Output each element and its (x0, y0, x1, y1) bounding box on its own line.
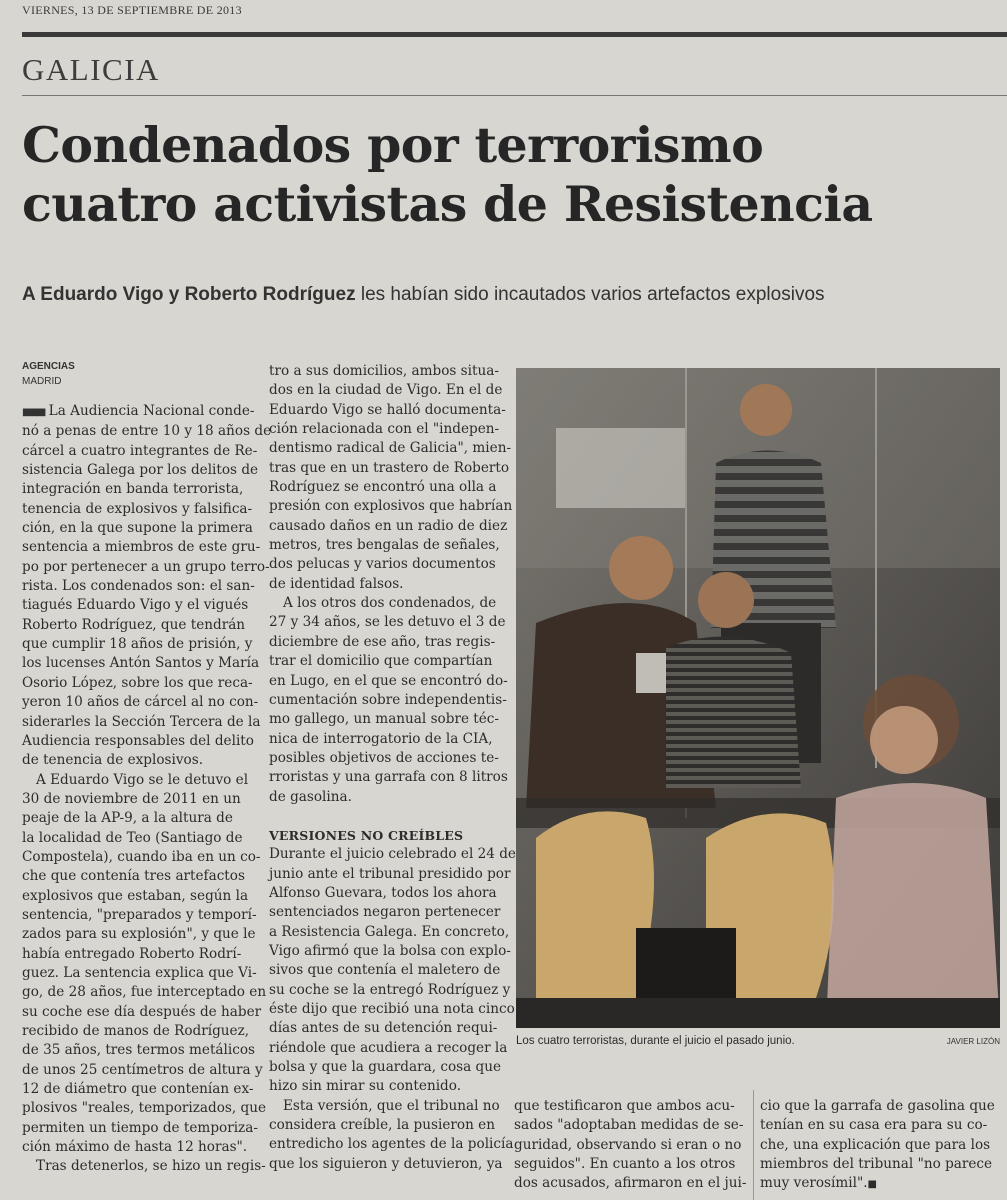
text-line-content: Esta versión, que el tribunal no (283, 1097, 500, 1114)
text-line (22, 1138, 254, 1157)
text-line-content: su coche ese día después de haber (22, 1003, 262, 1020)
text-line-content: po por pertenecer a un grupo terro- (22, 558, 270, 575)
text-line-content: nó a penas de entre 10 y 18 años de (22, 423, 272, 440)
text-line (760, 1136, 1000, 1155)
text-line-content: siderarles la Sección Tercera de la (22, 713, 261, 730)
text-line (22, 693, 259, 712)
text-line-content: dos en la ciudad de Vigo. En el de (269, 382, 503, 399)
text-line-content: Osorio López, sobre los que reca- (22, 674, 253, 691)
text-line (22, 1022, 254, 1041)
text-line-content: 27 y 34 años, se les detuvo el 3 de (269, 614, 506, 631)
text-line (269, 1058, 501, 1077)
text-line-content: Eduardo Vigo se halló documenta- (269, 401, 506, 418)
text-line-content: hizo sin mirar su contenido. (269, 1078, 462, 1095)
article-subtitle: VERSIONES NO CREÍBLES (269, 827, 464, 843)
text-line (22, 1099, 267, 1118)
text-line (22, 500, 254, 519)
text-line-content: 12 de diámetro que contenían ex- (22, 1081, 254, 1098)
text-line-content: integración en banda terrorista, (22, 481, 244, 498)
text-line-content: explosivos que estaban, según la (22, 887, 249, 904)
text-line-content: La Audiencia Nacional conde- (44, 403, 255, 419)
text-line (22, 790, 254, 809)
text-line-content: 30 de noviembre de 2011 en un (22, 790, 241, 807)
subheadline-bold: A Eduardo Vigo y Roberto Rodríguez (22, 284, 356, 305)
text-line-content: Compostela), cuando iba en un co- (22, 848, 261, 865)
text-line (760, 1155, 1000, 1174)
text-line-content: Audiencia responsables del delito (22, 732, 254, 749)
text-line-content: dos pelucas y varios documentos (269, 556, 496, 573)
text-line-content: ción relacionada con el "indepen- (269, 421, 500, 438)
text-line (22, 925, 254, 944)
text-line-content: tenencia de explosivos y falsifica- (22, 500, 253, 517)
text-line (269, 478, 501, 497)
text-line-content: sentencia a miembros de este gru- (22, 539, 261, 556)
text-line (269, 942, 511, 961)
text-line-content: días antes de su detención requi- (269, 1020, 498, 1037)
text-line-content: miembros del tribunal "no parece (760, 1156, 993, 1173)
text-line-content: dos acusados, afirmaron en el jui- (514, 1175, 747, 1192)
text-line (269, 1039, 508, 1058)
text-line (269, 1019, 501, 1038)
text-line (269, 1077, 501, 1096)
text-line-content: yeron 10 años de cárcel al no con- (22, 694, 259, 711)
byline-place: MADRID (22, 375, 62, 387)
text-line (22, 596, 254, 615)
article-column-4 (760, 1097, 1000, 1195)
text-line-content: che que contenía tres artefactos (22, 868, 245, 885)
section-rule (22, 95, 1007, 96)
text-line-content: rista. Los condenados son: el san- (22, 578, 255, 595)
text-line (22, 751, 254, 770)
column-divider (753, 1090, 754, 1200)
text-line (22, 732, 254, 751)
text-line-content: mo gallego, un manual sobre téc- (269, 711, 500, 728)
text-line-content: muy verosímil". (760, 1175, 868, 1192)
text-line (269, 613, 506, 632)
text-line (514, 1136, 746, 1155)
text-line-content: entredicho los agentes de la policía (269, 1136, 514, 1153)
text-line (22, 945, 254, 964)
text-line-content: la localidad de Teo (Santiago de (22, 829, 243, 846)
top-rule (22, 32, 1007, 37)
text-line (22, 461, 259, 480)
text-line-content: su coche se la entregó Rodríguez y (269, 981, 511, 998)
text-line-content: riéndole que acudiera a recoger la (269, 1039, 508, 1056)
text-line (22, 964, 257, 983)
article-column-1 (22, 402, 272, 1177)
text-line-content: que los siguieron y detuvieron, ya (269, 1155, 503, 1172)
text-line (22, 1003, 262, 1022)
text-line (22, 654, 260, 673)
text-line-content: que cumplir 18 años de prisión, y (22, 636, 253, 653)
text-line-content: permiten un tiempo de temporiza- (22, 1119, 258, 1136)
end-marker: ■ (867, 1179, 877, 1191)
photo-credit: JAVIER LIZÓN (946, 1037, 1000, 1046)
text-line-content: Roberto Rodríguez, que tendrán (22, 616, 246, 633)
text-line (269, 923, 510, 942)
text-line (269, 459, 510, 478)
text-line (22, 1061, 263, 1080)
text-line (22, 480, 254, 499)
spacer (269, 807, 501, 826)
subheadline (22, 284, 1007, 306)
text-line-content: che, una explicación que para los (760, 1136, 991, 1153)
text-line-content: metros, tres bengalas de señales, (269, 537, 500, 554)
dateline: VIERNES, 13 DE SEPTIEMBRE DE 2013 (22, 3, 242, 17)
text-line-content: seguidos". En cuanto a los otros (514, 1156, 736, 1173)
text-line-content: bolsa y que la guardara, cosa que (269, 1059, 502, 1076)
text-line-content: de gasolina. (269, 788, 352, 805)
text-line-content: nica de interrogatorio de la CIA, (269, 730, 493, 747)
text-line-content: causado daños en un radio de diez (269, 517, 508, 534)
photo-illustration (516, 368, 1000, 1028)
text-line-content: rroristas y una garrafa con 8 litros (269, 769, 508, 786)
text-line (760, 1174, 1000, 1194)
text-line (269, 865, 511, 884)
text-line-content: sados "adoptaban medidas de se- (514, 1117, 744, 1134)
text-line-content: sistencia Galega por los delitos de (22, 462, 259, 479)
text-line (514, 1097, 746, 1116)
text-line-content: Rodríguez se encontró una olla a (269, 479, 497, 496)
text-line (269, 555, 501, 574)
text-line (269, 652, 501, 671)
text-line (269, 633, 501, 652)
text-line (269, 749, 501, 768)
text-line-content: de identidad falsos. (269, 575, 404, 592)
text-line-content: sivos que contenía el maletero de (269, 962, 501, 979)
text-line (269, 845, 516, 864)
text-line (269, 420, 501, 439)
text-line (22, 1080, 254, 1099)
text-line (269, 981, 511, 1000)
text-line-content: de 35 años, tres termos metálicos (22, 1042, 255, 1059)
text-line (22, 1119, 258, 1138)
text-line-content: posibles objetivos de acciones te- (269, 749, 499, 766)
text-line-content: guez. La sentencia explica que Vi- (22, 964, 257, 981)
text-line (22, 577, 254, 596)
text-line (22, 1157, 266, 1176)
text-line (22, 983, 267, 1002)
text-line (269, 536, 501, 555)
text-line (22, 867, 254, 886)
text-line-content: tras que en un trastero de Roberto (269, 459, 510, 476)
text-line-content: cio que la garrafa de gasolina que (760, 1098, 995, 1114)
text-line-content: a Resistencia Galega. En concreto, (269, 923, 510, 940)
text-line-content: A Eduardo Vigo se le detuvo el (36, 771, 249, 788)
text-line (760, 1116, 1000, 1135)
text-line (269, 1097, 501, 1116)
text-line-content: cárcel a cuatro integrantes de Re- (22, 442, 258, 459)
text-line (269, 594, 501, 613)
text-line (514, 1155, 746, 1174)
headline-line-1: Condenados por terrorismo (22, 116, 764, 174)
headline (22, 116, 1007, 234)
photo-caption-bar (516, 1035, 1000, 1047)
text-line (269, 730, 501, 749)
text-line-content: había entregado Roberto Rodrí- (22, 945, 242, 962)
text-line (269, 517, 508, 536)
text-line-content: tiagués Eduardo Vigo y el vigués (22, 597, 249, 614)
text-line (22, 809, 254, 828)
text-line-content: cumentación sobre independentis- (269, 691, 507, 708)
text-line-content: junio ante el tribunal presidido por (269, 865, 511, 882)
text-line-content: los lucenses Antón Santos y María (22, 655, 260, 672)
text-line-content: guridad, observando si eran o no (514, 1136, 742, 1153)
text-line (22, 558, 270, 577)
lead-marker: ■■■ (22, 407, 45, 418)
text-line-content: zados para su explosión", y que le (22, 926, 256, 943)
text-line (22, 829, 254, 848)
text-line (514, 1116, 746, 1135)
text-line (22, 906, 257, 925)
text-line (22, 422, 272, 441)
text-line (269, 788, 501, 807)
article-column-2 (269, 362, 516, 1174)
text-line (22, 674, 254, 693)
text-line (514, 1174, 746, 1193)
court-photo (516, 368, 1000, 1028)
text-line (269, 1135, 514, 1154)
text-line-content: Durante el juicio celebrado el 24 de (269, 846, 516, 863)
article-column-3 (514, 1097, 746, 1194)
text-line (269, 575, 501, 594)
text-line (22, 538, 261, 557)
text-line (269, 691, 507, 710)
text-line (269, 497, 513, 516)
text-line-content: diciembre de ese año, tras regis- (269, 633, 496, 650)
text-line-content: go, de 28 años, fue interceptado en (22, 984, 267, 1001)
text-line-content: sentencia, "preparados y temporí- (22, 906, 257, 923)
headline-line-2: cuatro activistas de Resistencia (22, 174, 873, 233)
byline-agency: AGENCIAS (22, 361, 75, 372)
text-line (269, 768, 508, 787)
text-line-content: peaje de la AP-9, a la altura de (22, 810, 233, 827)
text-line-content: trar el domicilio que compartían (269, 653, 493, 670)
text-line (269, 961, 501, 980)
text-line (269, 884, 501, 903)
text-line-content: plosivos "reales, temporizados, que (22, 1100, 267, 1117)
text-line-content: dentismo radical de Galicia", mien- (269, 440, 512, 457)
text-line-content: en Lugo, en el que se encontró do- (269, 672, 508, 689)
text-line (269, 1116, 501, 1135)
text-line (22, 848, 261, 867)
text-line (269, 362, 501, 381)
text-line-content: tenían en su casa era para su co- (760, 1117, 988, 1134)
text-line (269, 381, 501, 400)
text-line-content: de tenencia de explosivos. (22, 752, 204, 769)
text-line (22, 616, 254, 635)
text-line-content: ción máximo de hasta 12 horas". (22, 1139, 248, 1156)
section-title: GALICIA (22, 52, 160, 87)
text-line-content: tro a sus domicilios, ambos situa- (269, 363, 499, 379)
text-line-content: considera creíble, la pusieron en (269, 1117, 495, 1134)
photo-caption: Los cuatro terroristas, durante el juicio el pasado junio. (516, 1035, 795, 1047)
text-line (269, 903, 501, 922)
text-line-content: ción, en la que supone la primera (22, 520, 253, 537)
text-line-content: de unos 25 centímetros de altura y (22, 1061, 263, 1078)
text-line-content: Vigo afirmó que la bolsa con explo- (269, 942, 511, 959)
text-line (269, 710, 501, 729)
text-line-content: sentenciados negaron pertenecer (269, 904, 501, 921)
text-line-content: presión con explosivos que habrían (269, 498, 513, 515)
text-line (269, 1155, 501, 1174)
text-line (22, 402, 254, 422)
text-line (22, 771, 254, 790)
text-line (22, 713, 261, 732)
text-line-content: Tras detenerlos, se hizo un regis- (36, 1158, 266, 1175)
text-line (22, 519, 254, 538)
text-line (269, 672, 508, 691)
text-line (22, 1041, 254, 1060)
text-line (22, 887, 254, 906)
text-line (269, 439, 512, 458)
text-line (22, 635, 254, 654)
text-line (22, 442, 258, 461)
text-line-content: A los otros dos condenados, de (283, 595, 497, 612)
text-line-content: recibido de manos de Rodríguez, (22, 1023, 250, 1039)
text-line (760, 1097, 1000, 1116)
text-line-content: Alfonso Guevara, todos los ahora (269, 884, 497, 901)
text-line-content: que testificaron que ambos acu- (514, 1098, 735, 1114)
text-line-content: éste dijo que recibió una nota cinco (269, 1001, 515, 1017)
text-line (269, 1000, 515, 1019)
text-line (269, 401, 506, 420)
byline (22, 360, 75, 389)
subheadline-rest: les habían sido incautados varios artefactos explosivos (355, 284, 825, 305)
